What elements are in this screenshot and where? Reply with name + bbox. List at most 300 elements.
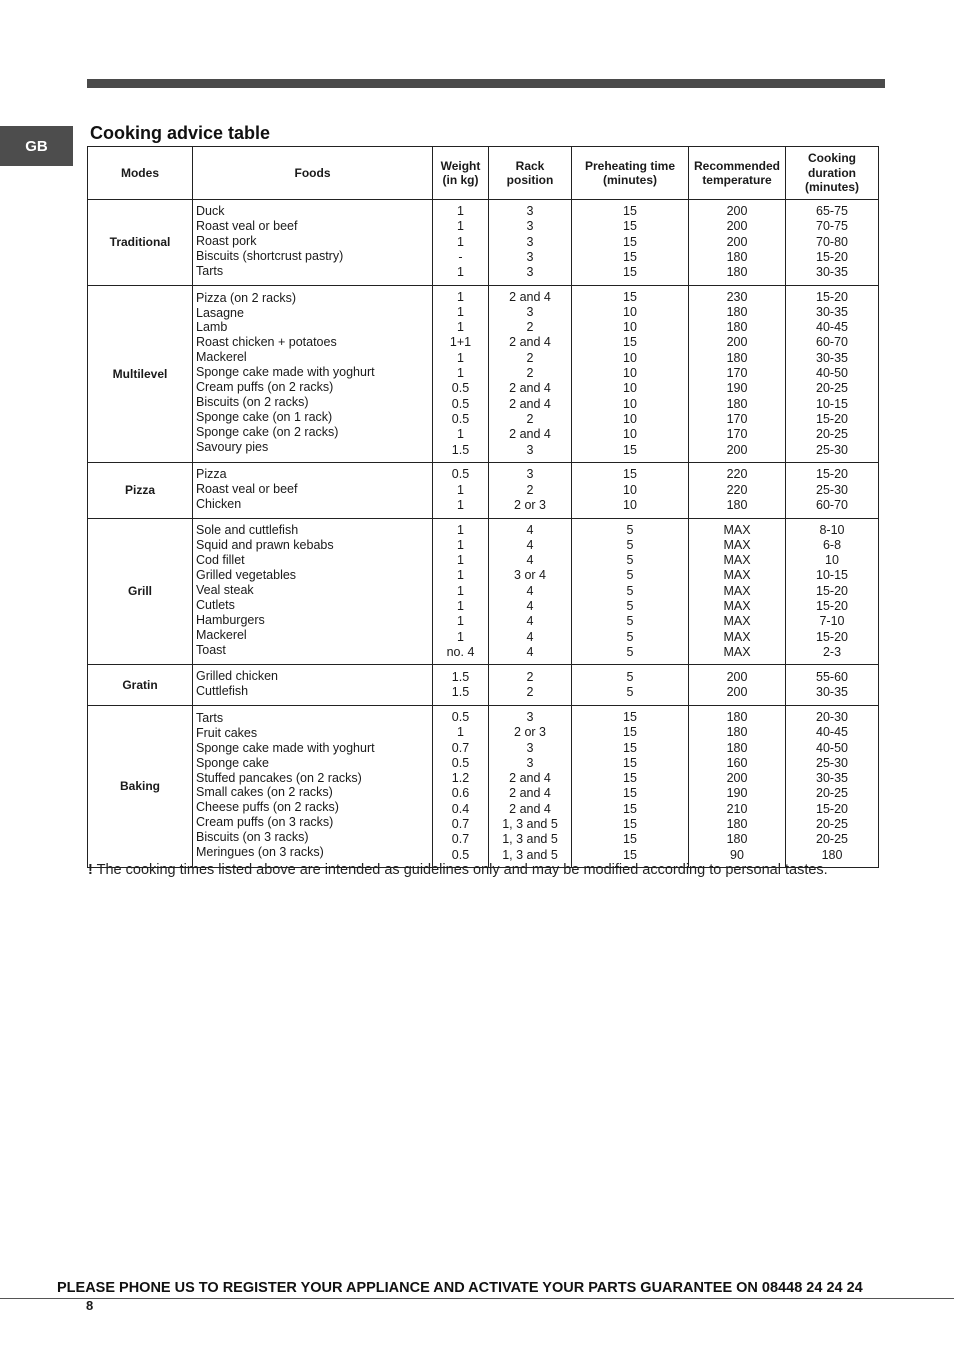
cell-line: 5 [626, 614, 634, 629]
cell-line: no. 4 [446, 644, 475, 659]
cell-line: 5 [626, 644, 634, 659]
cooking-duration-cell [786, 285, 879, 462]
cell-line: Cheese puffs (on 2 racks) [196, 800, 339, 815]
cell-line: 20-25 [816, 381, 848, 396]
cell-line: 2 [526, 685, 534, 700]
cell-line: 30-35 [816, 685, 848, 700]
cell-line: Hamburgers [196, 612, 265, 627]
foods-cell [193, 462, 433, 518]
cell-line: 2 [526, 669, 534, 684]
cell-line: Meringues (on 3 racks) [196, 845, 324, 860]
temperature-cell [689, 706, 786, 868]
cell-line: 5 [626, 599, 634, 613]
cell-line: 90 [730, 847, 744, 862]
cell-line: 200 [726, 685, 748, 700]
weight-cell [433, 665, 489, 706]
footer-divider [0, 1298, 954, 1299]
cell-line: 220 [726, 467, 748, 482]
cell-line: 15 [623, 786, 637, 801]
cell-line: 15-20 [816, 289, 848, 304]
cell-line: MAX [723, 537, 751, 552]
cell-line: 3 [526, 442, 534, 457]
mode-cell: Multilevel [88, 285, 193, 462]
cell-line: MAX [723, 629, 751, 644]
cell-line: 10 [623, 427, 637, 442]
cell-line: 200 [726, 335, 748, 350]
cell-line: Sponge cake (on 2 racks) [196, 424, 339, 439]
cell-line: Biscuits (on 3 racks) [196, 830, 309, 845]
cell-line: 30-35 [816, 350, 848, 365]
cell-line: Roast veal or beef [196, 481, 298, 496]
rack-position-cell [489, 665, 572, 706]
preheating-time-cell [572, 200, 689, 286]
cell-line: 4 [526, 629, 534, 644]
cell-line: 70-75 [816, 219, 848, 234]
cell-line: 4 [526, 599, 534, 613]
page-number: 8 [86, 1298, 94, 1313]
cell-line: 2 and 4 [509, 381, 551, 396]
cell-line: Sole and cuttlefish [196, 523, 299, 538]
cell-line: 190 [726, 381, 748, 396]
cell-line: 2 and 4 [509, 801, 551, 816]
cell-line: 0.5 [451, 710, 470, 724]
temperature-cell [689, 665, 786, 706]
temperature-cell [689, 285, 786, 462]
cell-line: 2 and 4 [509, 396, 551, 411]
mode-cell: Pizza [88, 462, 193, 518]
cell-line: 3 [526, 265, 534, 280]
cell-line: Toast [196, 642, 226, 657]
cell-line: 10 [623, 497, 637, 512]
cell-line: - [458, 249, 463, 264]
cell-line: 5 [626, 583, 634, 598]
cell-line: 10 [623, 381, 637, 396]
cell-line: 3 or 4 [514, 568, 546, 583]
cell-line: 2 [526, 350, 534, 365]
cell-line: 15 [623, 335, 637, 350]
cell-line: 1 [457, 204, 464, 219]
cell-line: 1 [457, 629, 464, 644]
foods-cell [193, 706, 433, 868]
cell-line: 15-20 [816, 599, 848, 613]
cell-line: 0.5 [451, 396, 470, 411]
preheating-time-cell [572, 706, 689, 868]
cell-line: MAX [723, 553, 751, 568]
header-modes: Modes [88, 147, 193, 200]
cell-line: 20-25 [816, 786, 848, 801]
temperature-cell [689, 200, 786, 286]
cell-line: 180 [726, 350, 748, 365]
cell-line: 15 [623, 265, 637, 280]
cell-line: 200 [726, 204, 748, 219]
header-preheating-time: Preheating time (minutes) [572, 147, 689, 200]
rack-position-cell [489, 518, 572, 665]
cell-line: 1 [457, 219, 464, 234]
header-rack-position: Rack position [489, 147, 572, 200]
cell-line: Roast chicken + potatoes [196, 335, 337, 350]
cell-line: Grilled vegetables [196, 567, 297, 582]
cell-line: 15-20 [816, 411, 848, 426]
cell-line: 1 [457, 304, 464, 319]
cell-line: Veal steak [196, 582, 254, 597]
cell-line: 180 [726, 304, 748, 319]
cell-line: Biscuits (on 2 racks) [196, 395, 309, 410]
cell-line: 1 [457, 350, 464, 365]
table-row [88, 285, 879, 462]
guideline-note [88, 862, 828, 878]
cell-line: 15 [623, 249, 637, 264]
cell-line: 2 and 4 [509, 786, 551, 801]
cell-line: 15 [623, 771, 637, 786]
cell-line: Roast veal or beef [196, 218, 298, 233]
cell-line: 15 [623, 801, 637, 816]
cell-line: 40-50 [816, 366, 848, 381]
cell-line: 3 [526, 234, 534, 249]
cell-line: 4 [526, 614, 534, 629]
cell-line: 2 and 4 [509, 289, 551, 304]
cell-line: 180 [726, 725, 748, 740]
cell-line: 1+1 [449, 335, 472, 350]
cell-line: 10-15 [816, 396, 848, 411]
cell-line: 170 [726, 411, 748, 426]
cell-line: 210 [726, 801, 748, 816]
cell-line: 70-80 [816, 234, 848, 249]
cell-line: 3 [526, 710, 534, 724]
cell-line: 7-10 [819, 614, 845, 629]
cell-line: MAX [723, 614, 751, 629]
note-text: The cooking times listed above are intended as guidelines only and may be modified according to personal tastes. [92, 862, 828, 878]
cell-line: 2 or 3 [514, 725, 546, 740]
mode-cell: Traditional [88, 200, 193, 286]
cell-line: 30-35 [816, 771, 848, 786]
cell-line: Mackerel [196, 627, 247, 642]
cell-line: MAX [723, 599, 751, 613]
cell-line: 3 [526, 467, 534, 482]
cell-line: 20-25 [816, 832, 848, 847]
cell-line: Sponge cake made with yoghurt [196, 365, 375, 380]
cell-line: 15 [623, 832, 637, 847]
header-cooking-duration: Cooking duration (minutes) [786, 147, 879, 200]
cell-line: 1.2 [451, 771, 470, 786]
cell-line: 1 [457, 583, 464, 598]
cell-line: 5 [626, 685, 634, 700]
cell-line: 1 [457, 265, 464, 280]
cell-line: 1 [457, 725, 464, 740]
cell-line: Sponge cake (on 1 rack) [196, 409, 333, 424]
cell-line: 55-60 [816, 669, 848, 684]
cell-line: 0.5 [451, 411, 470, 426]
cell-line: 25-30 [816, 442, 848, 457]
cell-line: MAX [723, 644, 751, 659]
cell-line: 190 [726, 786, 748, 801]
cell-line: 1 [457, 497, 464, 512]
header-weight: Weight (in kg) [433, 147, 489, 200]
footer-register-notice: PLEASE PHONE US TO REGISTER YOUR APPLIANCE AND ACTIVATE YOUR PARTS GUARANTEE ON 08448 24 24 24 [57, 1280, 863, 1296]
cell-line: 5 [626, 537, 634, 552]
cell-line: Grilled chicken [196, 669, 278, 684]
cell-line: 1 [457, 553, 464, 568]
cell-line: 3 [526, 740, 534, 755]
preheating-time-cell [572, 665, 689, 706]
cell-line: 15 [623, 755, 637, 770]
cell-line: 5 [626, 522, 634, 537]
table-row [88, 665, 879, 706]
cell-line: Tarts [196, 263, 224, 278]
cell-line: Sponge cake made with yoghurt [196, 740, 375, 755]
mode-cell: Grill [88, 518, 193, 665]
cell-line: 0.7 [451, 740, 470, 755]
cell-line: MAX [723, 568, 751, 583]
cell-line: 20-25 [816, 817, 848, 832]
cell-line: 15 [623, 725, 637, 740]
page-title: Cooking advice table [90, 123, 271, 143]
cell-line: 1 [457, 614, 464, 629]
cell-line: 10 [623, 320, 637, 335]
cell-line: 10 [623, 482, 637, 497]
cell-line: 2 [526, 482, 534, 497]
preheating-time-cell [572, 518, 689, 665]
cell-line: 220 [726, 482, 748, 497]
cell-line: 1 [457, 522, 464, 537]
cell-line: 3 [526, 219, 534, 234]
cell-line: 180 [726, 396, 748, 411]
rack-position-cell [489, 285, 572, 462]
cell-line: 180 [726, 832, 748, 847]
cell-line: 2 [526, 320, 534, 335]
weight-cell [433, 518, 489, 665]
cell-line: 5 [626, 553, 634, 568]
cell-line: 0.7 [451, 832, 470, 847]
mode-cell: Baking [88, 706, 193, 868]
cell-line: 180 [726, 265, 748, 280]
cell-line: 10 [623, 396, 637, 411]
cell-line: 200 [726, 771, 748, 786]
cell-line: Lasagne [196, 305, 244, 320]
weight-cell [433, 706, 489, 868]
cell-line: MAX [723, 522, 751, 537]
cell-line: 25-30 [816, 482, 848, 497]
table-body [88, 200, 879, 868]
foods-cell [193, 285, 433, 462]
cell-line: Sponge cake [196, 755, 269, 770]
cell-line: 1 [457, 568, 464, 583]
weight-cell [433, 462, 489, 518]
cell-line: 180 [726, 249, 748, 264]
table-row [88, 462, 879, 518]
cell-line: 5 [626, 669, 634, 684]
cell-line: 1.5 [451, 685, 470, 700]
cell-line: 3 [526, 755, 534, 770]
rack-position-cell [489, 706, 572, 868]
cell-line: 15 [623, 710, 637, 724]
cell-line: 1.5 [451, 669, 470, 684]
note-marker: ! [88, 862, 93, 878]
cell-line: 0.5 [451, 381, 470, 396]
cell-line: 200 [726, 442, 748, 457]
cell-line: 0.4 [451, 801, 470, 816]
cell-line: 0.7 [451, 817, 470, 832]
cell-line: 2 and 4 [509, 771, 551, 786]
cell-line: 0.5 [451, 467, 470, 482]
cell-line: 4 [526, 537, 534, 552]
cooking-duration-cell [786, 462, 879, 518]
cell-line: 15 [623, 817, 637, 832]
cell-line: Lamb [196, 320, 228, 335]
cell-line: 1, 3 and 5 [502, 832, 558, 847]
cell-line: 8-10 [819, 522, 845, 537]
table-header-row [88, 147, 879, 200]
cell-line: 4 [526, 553, 534, 568]
temperature-cell [689, 462, 786, 518]
cell-line: 60-70 [816, 497, 848, 512]
cell-line: 180 [821, 847, 843, 862]
cell-line: 15 [623, 740, 637, 755]
cooking-duration-cell [786, 665, 879, 706]
cell-line: 180 [726, 740, 748, 755]
cell-line: 1, 3 and 5 [502, 847, 558, 862]
cell-line: 15 [623, 847, 637, 862]
cell-line: 5 [626, 568, 634, 583]
header-recommended-temperature: Recommended temperature [689, 147, 786, 200]
cell-line: 200 [726, 219, 748, 234]
cell-line: 180 [726, 320, 748, 335]
weight-cell [433, 285, 489, 462]
cell-line: 10 [623, 350, 637, 365]
cell-line: 160 [726, 755, 748, 770]
cooking-advice-table [87, 146, 879, 868]
cell-line: 170 [726, 366, 748, 381]
cooking-duration-cell [786, 200, 879, 286]
cell-line: 3 [526, 204, 534, 219]
cell-line: 1 [457, 234, 464, 249]
cell-line: Cream puffs (on 3 racks) [196, 815, 334, 830]
temperature-cell [689, 518, 786, 665]
cell-line: 65-75 [816, 204, 848, 219]
cell-line: Stuffed pancakes (on 2 racks) [196, 770, 362, 785]
cell-line: 10 [623, 304, 637, 319]
cell-line: 3 [526, 249, 534, 264]
cell-line: 10 [623, 411, 637, 426]
cell-line: 15-20 [816, 467, 848, 482]
cell-line: Duck [196, 204, 225, 218]
cell-line: Chicken [196, 496, 242, 511]
cell-line: 20-30 [816, 710, 848, 724]
cell-line: 170 [726, 427, 748, 442]
cell-line: 2 and 4 [509, 335, 551, 350]
cell-line: 0.6 [451, 786, 470, 801]
cell-line: 2 [526, 411, 534, 426]
cell-line: 15 [623, 234, 637, 249]
preheating-time-cell [572, 462, 689, 518]
cell-line: 0.5 [451, 847, 470, 862]
cell-line: 1 [457, 599, 464, 613]
foods-cell [193, 665, 433, 706]
cell-line: Squid and prawn kebabs [196, 538, 334, 553]
cooking-duration-cell [786, 706, 879, 868]
cell-line: MAX [723, 583, 751, 598]
table-row [88, 518, 879, 665]
cell-line: 2 [526, 366, 534, 381]
cell-line: 0.5 [451, 755, 470, 770]
preheating-time-cell [572, 285, 689, 462]
mode-cell: Gratin [88, 665, 193, 706]
cell-line: 15-20 [816, 801, 848, 816]
cell-line: 2 or 3 [514, 497, 546, 512]
cell-line: 180 [726, 497, 748, 512]
cell-line: 200 [726, 669, 748, 684]
cooking-duration-cell [786, 518, 879, 665]
cell-line: 10 [623, 366, 637, 381]
cell-line: Cream puffs (on 2 racks) [196, 380, 334, 395]
cell-line: 15 [623, 204, 637, 219]
cell-line: Cutlets [196, 597, 235, 612]
cell-line: 4 [526, 522, 534, 537]
cell-line: 15 [623, 219, 637, 234]
cell-line: 15 [623, 442, 637, 457]
cell-line: 15-20 [816, 629, 848, 644]
cell-line: 1 [457, 482, 464, 497]
cell-line: 2-3 [822, 644, 842, 659]
cell-line: 1 [457, 289, 464, 304]
cell-line: 40-50 [816, 740, 848, 755]
weight-cell [433, 200, 489, 286]
cell-line: 5 [626, 629, 634, 644]
cell-line: 40-45 [816, 320, 848, 335]
cell-line: Cuttlefish [196, 684, 249, 699]
cell-line: Biscuits (shortcrust pastry) [196, 248, 344, 263]
cell-line: 1 [457, 427, 464, 442]
cell-line: 15 [623, 467, 637, 482]
foods-cell [193, 518, 433, 665]
cell-line: 1.5 [451, 442, 470, 457]
top-divider-bar [87, 79, 885, 88]
cell-line: 1 [457, 320, 464, 335]
cell-line: Savoury pies [196, 439, 269, 454]
table-row [88, 200, 879, 286]
cell-line: 3 [526, 304, 534, 319]
cell-line: Tarts [196, 710, 224, 725]
cell-line: 200 [726, 234, 748, 249]
cell-line: 30-35 [816, 265, 848, 280]
rack-position-cell [489, 462, 572, 518]
cell-line: 4 [526, 644, 534, 659]
cell-line: Pizza [196, 466, 227, 481]
cell-line: 4 [526, 583, 534, 598]
foods-cell [193, 200, 433, 286]
header-foods: Foods [193, 147, 433, 200]
cell-line: 1 [457, 366, 464, 381]
cell-line: 230 [726, 289, 748, 304]
cell-line: 10-15 [816, 568, 848, 583]
cell-line: Small cakes (on 2 racks) [196, 785, 333, 800]
cell-line: Roast pork [196, 233, 257, 248]
cell-line: 180 [726, 817, 748, 832]
cell-line: 20-25 [816, 427, 848, 442]
cell-line: 10 [825, 553, 839, 568]
cell-line: 1 [457, 537, 464, 552]
cell-line: Cod fillet [196, 553, 245, 568]
cell-line: 40-45 [816, 725, 848, 740]
cell-line: Fruit cakes [196, 725, 258, 740]
cell-line: 60-70 [816, 335, 848, 350]
cell-line: 6-8 [822, 537, 842, 552]
cell-line: 15-20 [816, 583, 848, 598]
cell-line: 15 [623, 289, 637, 304]
cell-line: Mackerel [196, 350, 247, 365]
rack-position-cell [489, 200, 572, 286]
language-tab: GB [0, 126, 73, 166]
cell-line: 25-30 [816, 755, 848, 770]
